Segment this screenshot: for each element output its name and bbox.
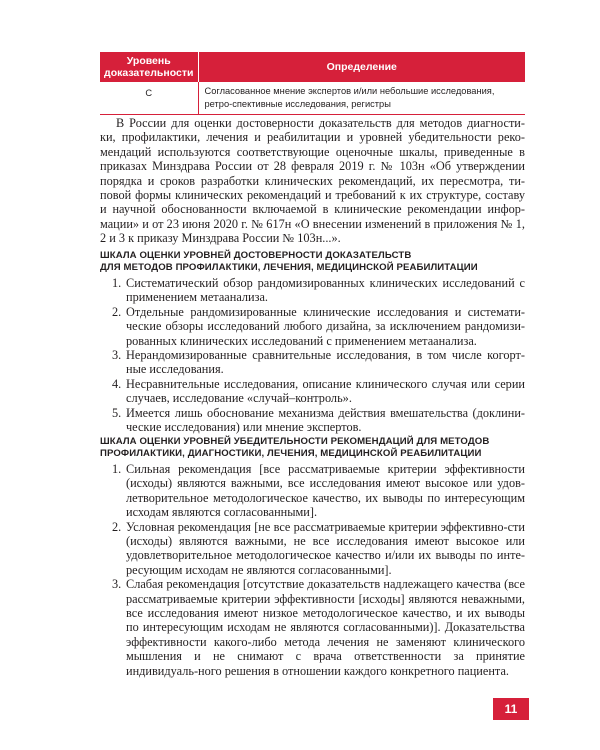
list-item <box>100 577 525 678</box>
item-number: 2. <box>112 304 122 319</box>
list-item <box>100 462 525 520</box>
item-text: Сильная рекомендация [все рассматриваемые критерии эффективности (исходы) являются важными, все исследования имеют высокое или удов-летворительное методологическое качество, их выводы по интересующим исходам являются согласованными]. <box>126 462 525 520</box>
item-number: 2. <box>112 519 122 534</box>
heading-line: ШКАЛА ОЦЕНКИ УРОВНЕЙ ДОСТОВЕРНОСТИ ДОКАЗАТЕЛЬСТВ <box>100 250 412 261</box>
list-item <box>100 406 525 435</box>
page-number-badge: 11 <box>493 698 529 720</box>
item-text: Имеется лишь обоснование механизма действия вмешательства (доклини-ческие исследования) или мнение экспертов. <box>126 405 525 435</box>
item-number: 5. <box>112 405 122 420</box>
item-number: 3. <box>112 577 122 592</box>
table-row <box>100 82 525 115</box>
item-number: 1. <box>112 462 122 476</box>
section-heading-evidence <box>100 250 530 274</box>
table-header-row <box>100 52 525 82</box>
list-item <box>100 377 525 406</box>
list-item <box>100 305 525 348</box>
intro-paragraph: В России для оценки достоверности доказательств для методов диагности-ки, профилактики, лечения и реабилитации и уровней убедительности реко-мендаций используются соответствующие оценочные шкалы, приведенные в приказах Минздрава России от 28 февраля 2019 г. № 103н «Об утверждении порядка и сроков разработки клинических рекомендаций, их пересмотра, ти-повой формы клинических рекомендаций и требований к их структуре, составу и научной обоснованности включаемой в клинические рекомендации инфор-мации» и от 23 июня 2020 г. № 617н «О внесении изменений в приложения № 1, 2 и 3 к приказу Минздрава России № 103н...». <box>100 116 525 246</box>
item-number: 1. <box>112 276 122 290</box>
section-heading-recommendations <box>100 436 530 460</box>
list-item <box>100 276 525 305</box>
heading-line: ШКАЛА ОЦЕНКИ УРОВНЕЙ УБЕДИТЕЛЬНОСТИ РЕКОМЕНДАЦИЙ ДЛЯ МЕТОДОВ <box>100 436 490 447</box>
heading-line: ДЛЯ МЕТОДОВ ПРОФИЛАКТИКИ, ЛЕЧЕНИЯ, МЕДИЦИНСКОЙ РЕАБИЛИТАЦИИ <box>100 262 478 273</box>
heading-line: ПРОФИЛАКТИКИ, ДИАГНОСТИКИ, ЛЕЧЕНИЯ, МЕДИЦИНСКОЙ РЕАБИЛИТАЦИИ <box>100 448 482 459</box>
item-text: Отдельные рандомизированные клинические исследования и системати-ческие обзоры исследований любого дизайна, за исключением рандомизи-рованных клинических исследований с применением метаанализа. <box>126 304 525 348</box>
item-number: 4. <box>112 376 122 391</box>
item-text: Нерандомизированные сравнительные исследования, в том числе когорт-ные исследования. <box>126 348 525 377</box>
list-item <box>100 520 525 578</box>
item-number: 3. <box>112 348 122 363</box>
evidence-scale-list <box>100 276 525 434</box>
item-text: Слабая рекомендация [отсутствие доказательств надлежащего качества (все рассматриваемые критерии эффективности [исходы] являются неважными, все исследования имеют низкое методологическое качество, и их выводы по интересующим исходам не являются согласованными)]. Доказательства эффективности какого-либо метода лечения не заменяют клинического мышления и не снимают с врача ответственности за принятие индивидуаль-ного решения в отношении каждого конкретного пациента. <box>126 577 525 678</box>
column-header-definition: Определение <box>198 52 525 82</box>
evidence-level-table <box>100 52 525 115</box>
item-text: Систематический обзор рандомизированных клинических исследований с применением метаанализа. <box>126 276 525 305</box>
item-text: Условная рекомендация [не все рассматриваемые критерии эффективно-сти (исходы) являются важными, не все исследования имеют высокое или удовлетворительное методологическое качество и/или их выводы по инте-ресующим исходам не являются согласованными]. <box>126 519 525 577</box>
column-header-level: Уровень доказательности <box>100 52 198 82</box>
recommendation-scale-list <box>100 462 525 678</box>
level-cell: C <box>100 82 198 115</box>
list-item <box>100 348 525 377</box>
definition-cell: Согласованное мнение экспертов и/или небольшие исследования, ретро-спективные исследования, регистры <box>198 82 525 115</box>
item-text: Несравнительные исследования, описание клинического случая или серии случаев, исследование «случай–контроль». <box>126 376 525 406</box>
